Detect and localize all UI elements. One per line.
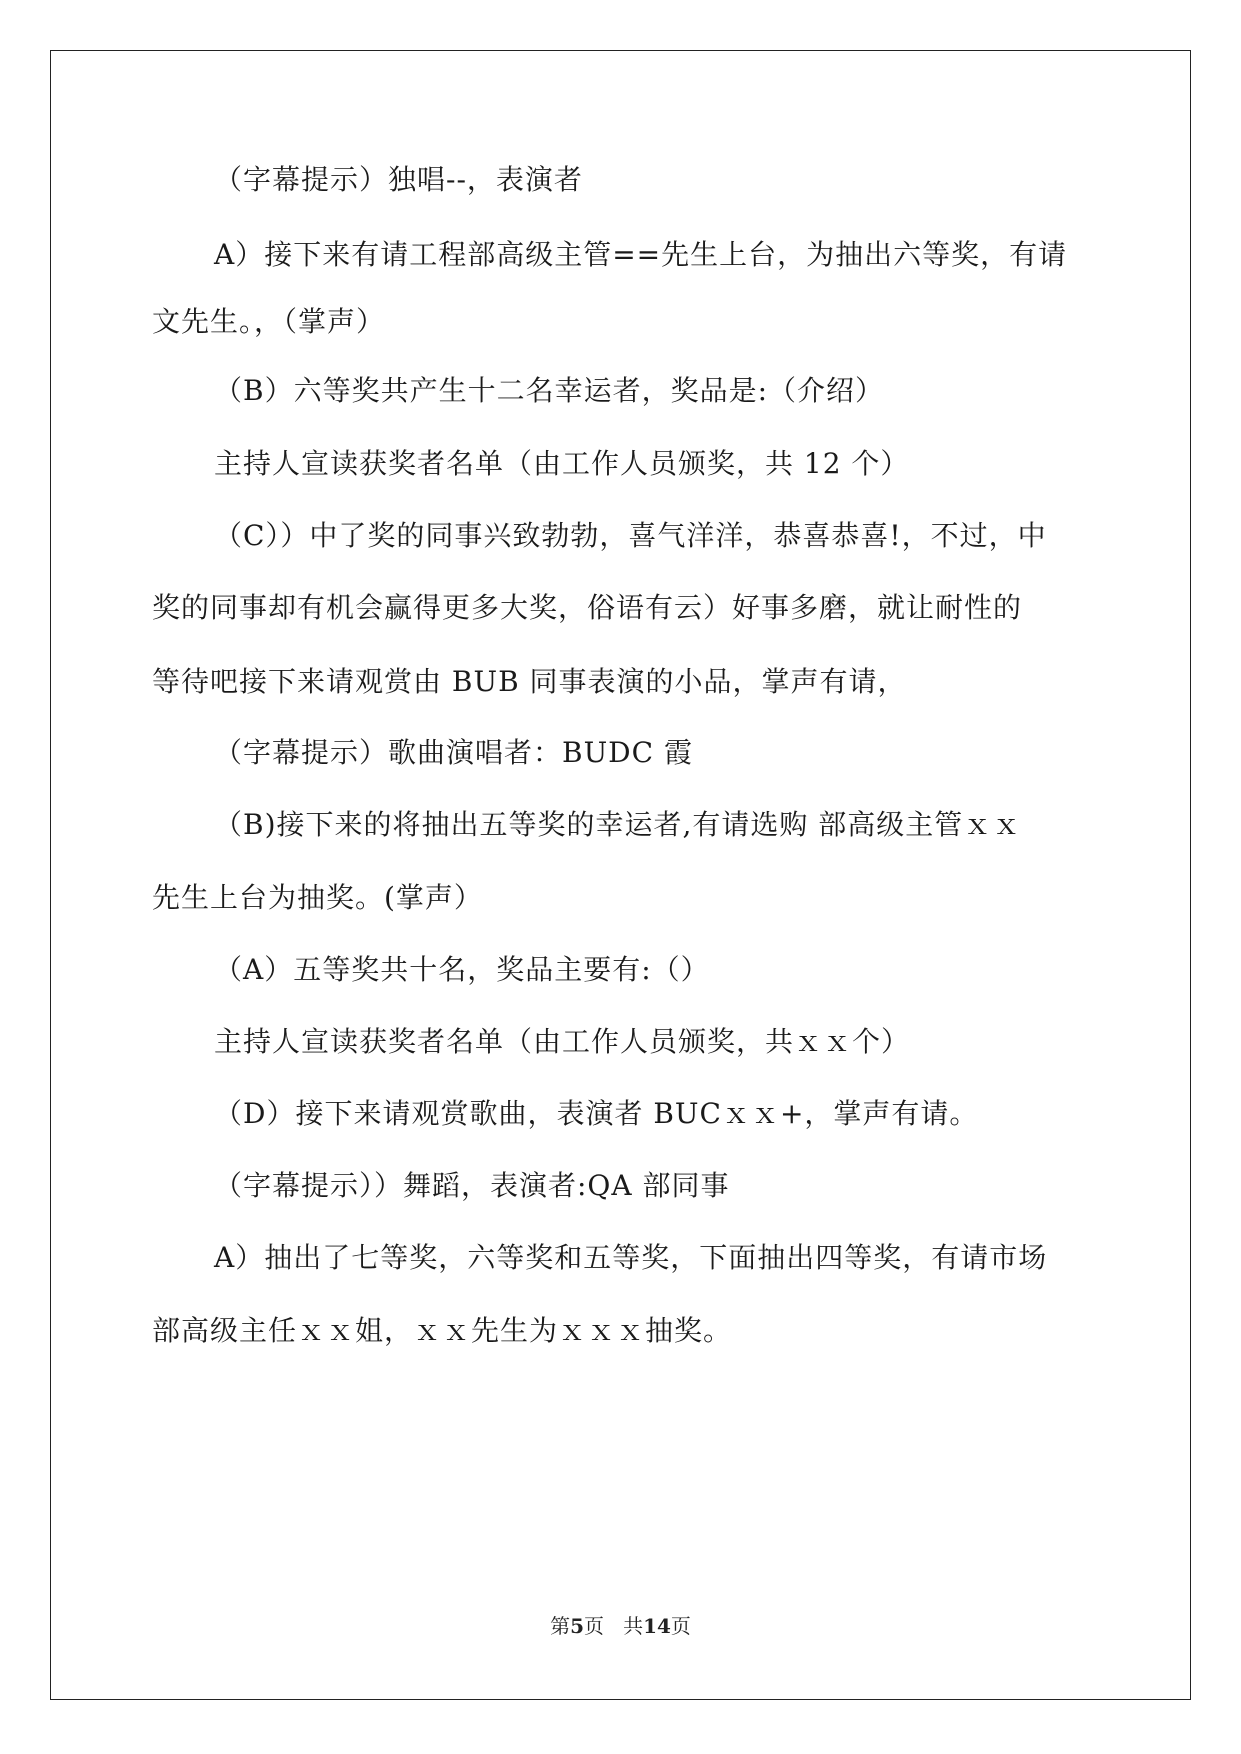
- text-line: （D）接下来请观赏歌曲，表演者 BUCｘｘ+，掌声有请。: [214, 1097, 979, 1130]
- page-footer: [0, 1613, 1241, 1639]
- text-line: 等待吧接下来请观赏由 BUB 同事表演的小品，掌声有请，: [152, 665, 907, 698]
- text-line: 主持人宣读获奖者名单（由工作人员颁奖，共ｘｘ个）: [214, 1025, 911, 1058]
- text-line: （A）五等奖共十名，奖品主要有:（）: [214, 953, 710, 986]
- total-pages: 14: [643, 1614, 671, 1638]
- page-border: [50, 50, 1191, 1700]
- text-line: （C））中了奖的同事兴致勃勃，喜气洋洋，恭喜恭喜!，不过，中: [214, 519, 1047, 552]
- text-line: 奖的同事却有机会赢得更多大奖，俗语有云）好事多磨，就让耐性的: [152, 591, 1023, 624]
- text-line: A）抽出了七等奖，六等奖和五等奖，下面抽出四等奖，有请市场: [214, 1241, 1048, 1274]
- text-line: （字幕提示））舞蹈，表演者:QA 部同事: [214, 1169, 730, 1202]
- text-line: 部高级主任ｘｘ姐，ｘｘ先生为ｘｘｘ抽奖。: [152, 1314, 733, 1347]
- footer-total-prefix: 共: [623, 1614, 644, 1638]
- page-number: 5: [570, 1614, 584, 1638]
- text-line: （字幕提示）独唱--，表演者: [214, 163, 583, 196]
- text-line: （B）六等奖共产生十二名幸运者，奖品是:（介绍）: [214, 374, 885, 407]
- text-line: 文先生。，（掌声）: [152, 305, 386, 338]
- text-line: 先生上台为抽奖。(掌声）: [152, 881, 483, 914]
- text-line: （字幕提示）歌曲演唱者：BUDC 霞: [214, 736, 693, 769]
- footer-total-unit: 页: [670, 1614, 691, 1638]
- text-line: 主持人宣读获奖者名单（由工作人员颁奖，共 12 个）: [214, 447, 910, 480]
- footer-page-unit: 页: [584, 1614, 604, 1638]
- text-line: （B)接下来的将抽出五等奖的幸运者,有请选购 部高级主管ｘｘ: [214, 808, 1022, 841]
- footer-prefix: 第: [550, 1614, 571, 1638]
- text-line: A）接下来有请工程部高级主管==先生上台，为抽出六等奖，有请: [214, 238, 1068, 271]
